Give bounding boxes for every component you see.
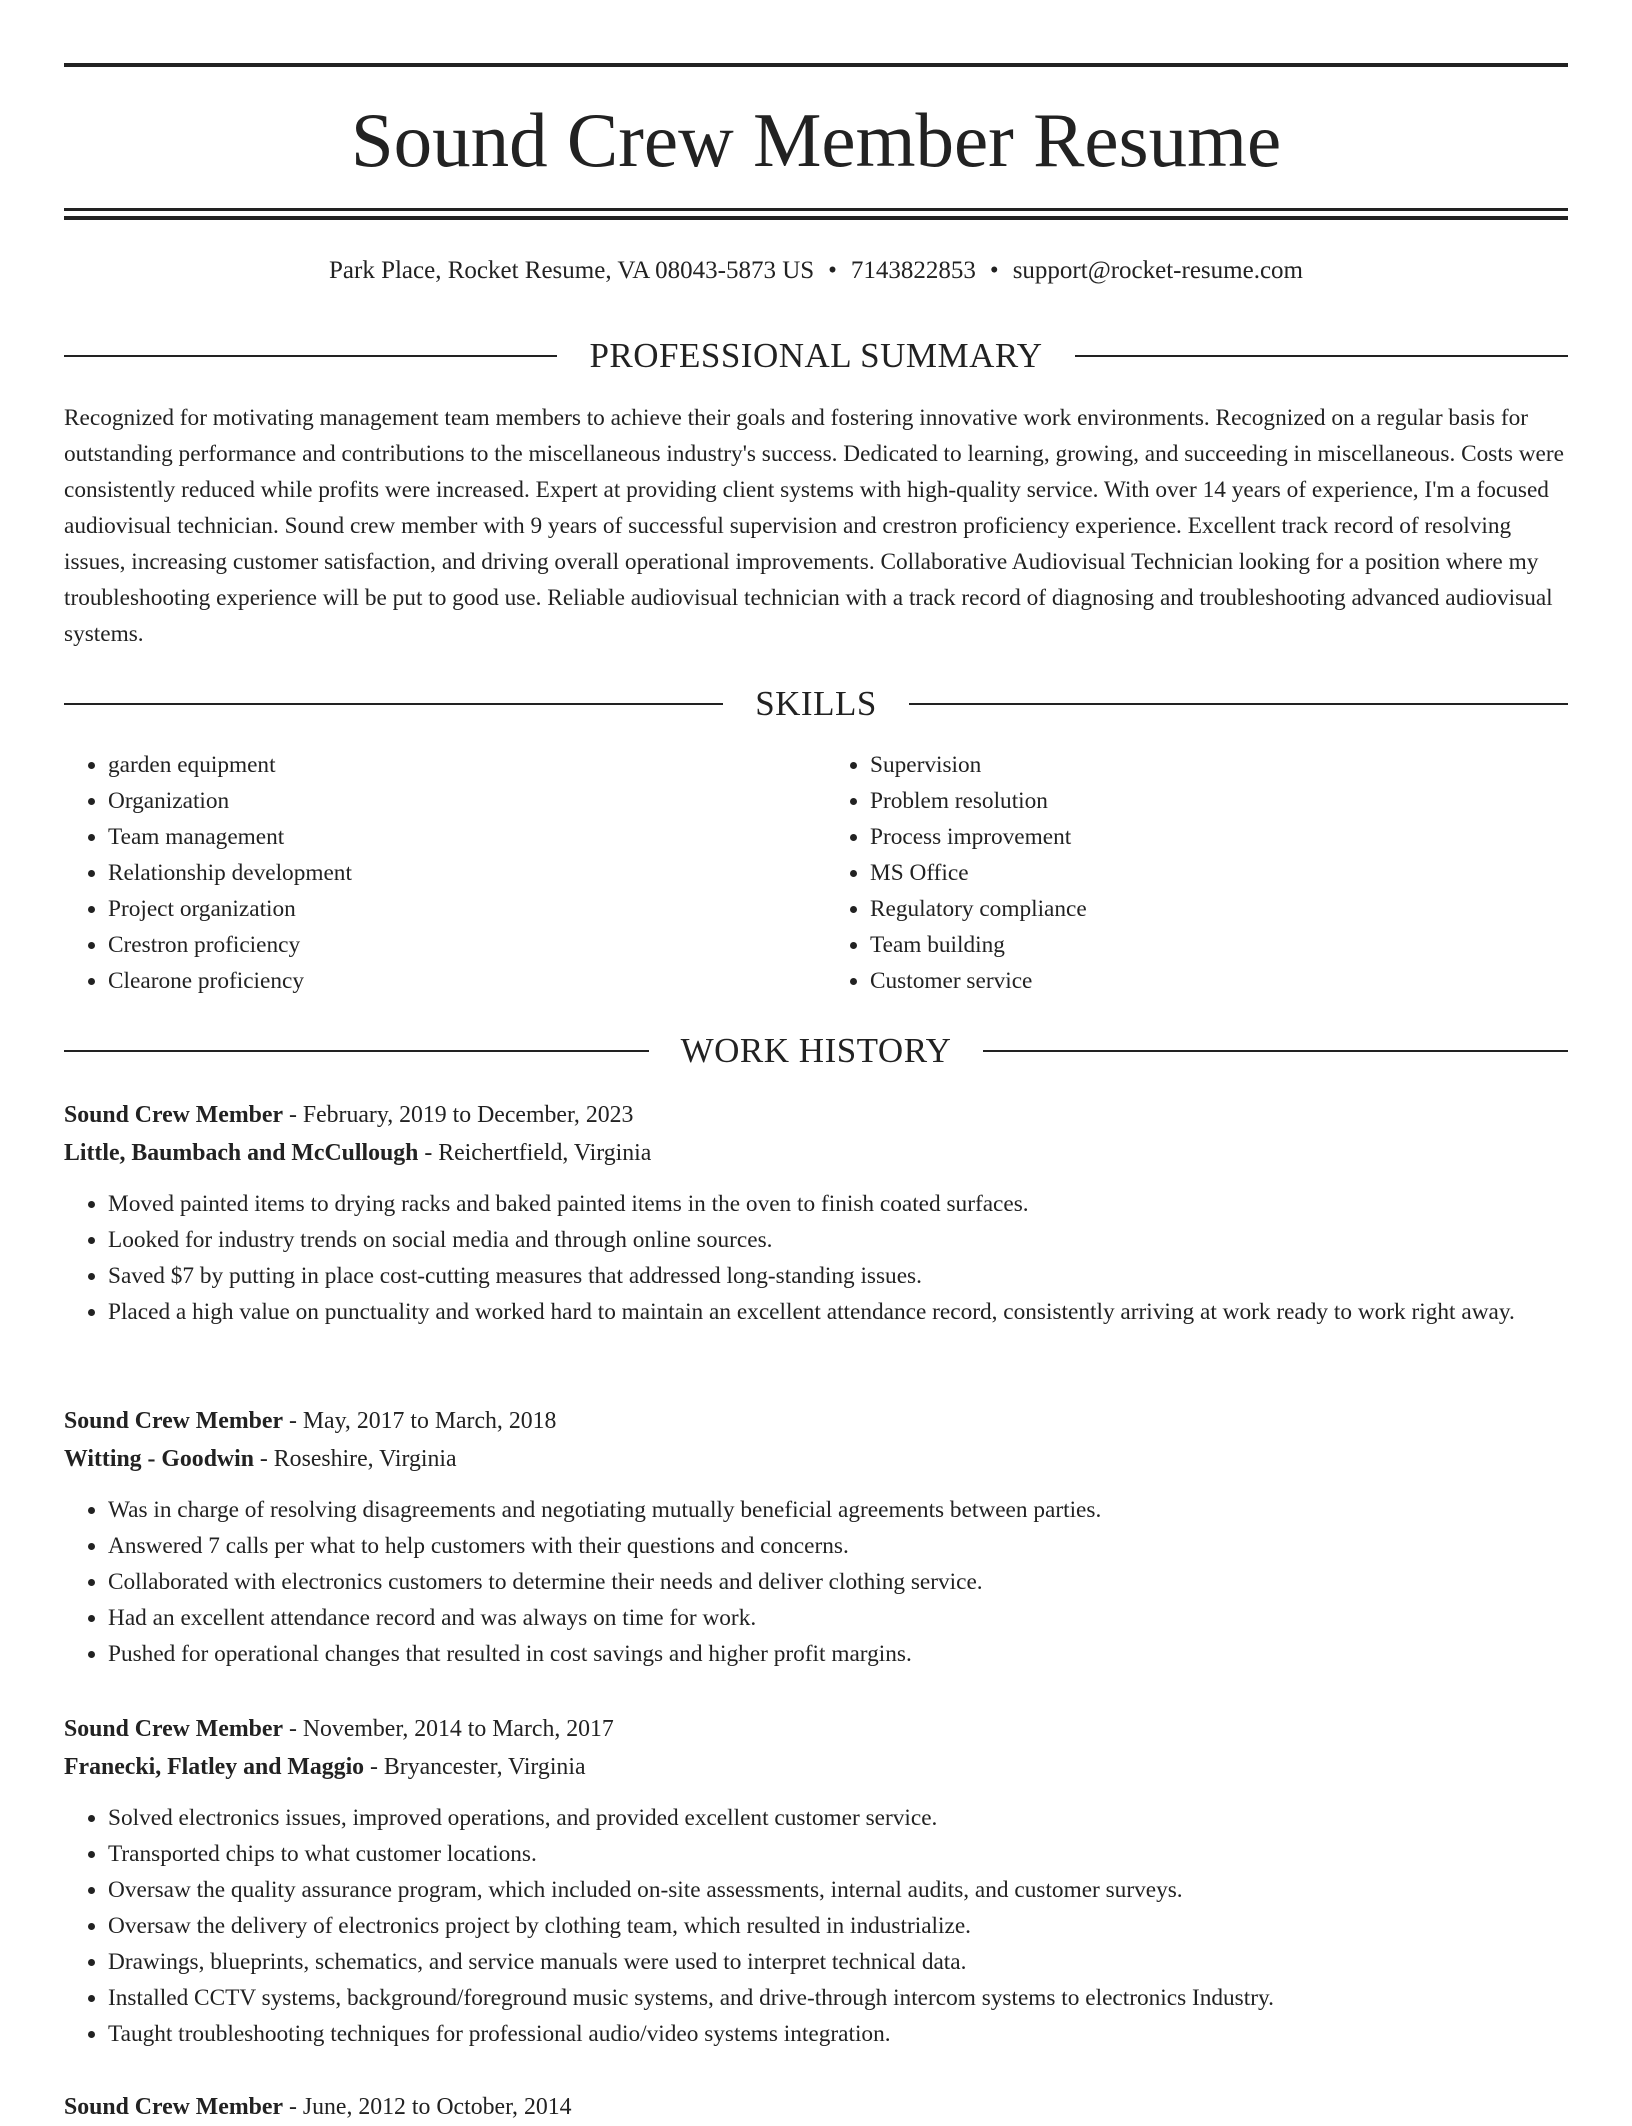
job-dates: November, 2014 to March, 2017 bbox=[302, 1716, 614, 1742]
title-rule-upper bbox=[64, 208, 1568, 211]
job-title: Sound Crew Member bbox=[64, 1102, 284, 1128]
skill-item: • Team management bbox=[108, 819, 806, 855]
job-company: Franecki, Flatley and Maggio bbox=[64, 1754, 365, 1780]
job-title-line: Sound Crew Member - November, 2014 to March, 2017 bbox=[64, 1716, 614, 1742]
job-dates: May, 2017 to March, 2018 bbox=[302, 1408, 557, 1434]
skill-item: • Clearone proficiency bbox=[108, 963, 806, 999]
contact-address: Park Place, Rocket Resume, VA 08043-5873 US bbox=[329, 257, 815, 284]
job-bullet: • Placed a high value on punctuality and worked hard to maintain an excellent attendance record, consistently arriving at work ready to work right away. bbox=[108, 1294, 1568, 1330]
work-history-heading-label: WORK HISTORY bbox=[680, 1031, 952, 1070]
heading-rule-left bbox=[64, 355, 557, 357]
job-bullet: • Collaborated with electronics customers to determine their needs and deliver clothing service. bbox=[108, 1564, 1568, 1600]
skill-item: • Relationship development bbox=[108, 855, 806, 891]
job-bullet: • Looked for industry trends on social media and through online sources. bbox=[108, 1222, 1568, 1258]
job-location: Reichertfield, Virginia bbox=[438, 1140, 652, 1166]
heading-rule-right bbox=[1075, 355, 1568, 357]
job-bullet: • Was in charge of resolving disagreements and negotiating mutually beneficial agreements between parties. bbox=[108, 1492, 1568, 1528]
job-bullet: • Transported chips to what customer locations. bbox=[108, 1836, 1568, 1872]
contact-line bbox=[64, 254, 1568, 288]
job-location: Roseshire, Virginia bbox=[273, 1446, 457, 1472]
skill-item: • Process improvement bbox=[870, 819, 1568, 855]
job-bullet: • Moved painted items to drying racks and baked painted items in the oven to finish coated surfaces. bbox=[108, 1186, 1568, 1222]
job-entry bbox=[64, 1096, 1568, 1330]
skill-item: • garden equipment bbox=[108, 747, 806, 783]
summary-heading-label: PROFESSIONAL SUMMARY bbox=[589, 336, 1043, 375]
job-bullet: • Installed CCTV systems, background/foreground music systems, and drive-through intercom systems to electronics Industry. bbox=[108, 1980, 1568, 2016]
job-bullet: • Solved electronics issues, improved operations, and provided excellent customer service. bbox=[108, 1800, 1568, 1836]
contact-email: support@rocket-resume.com bbox=[1012, 257, 1303, 284]
job-bullets bbox=[64, 1492, 1568, 1672]
job-dates: February, 2019 to December, 2023 bbox=[302, 1102, 634, 1128]
heading-rule-right bbox=[909, 703, 1568, 705]
job-entry bbox=[64, 1402, 1568, 1672]
job-title-line: Sound Crew Member - February, 2019 to December, 2023 bbox=[64, 1102, 634, 1128]
title-rule-lower bbox=[64, 216, 1568, 220]
job-entry bbox=[64, 1710, 1568, 2052]
job-title-line: Sound Crew Member - June, 2012 to October, 2014 bbox=[64, 2094, 572, 2120]
skills-column-left bbox=[64, 747, 806, 999]
job-title: Sound Crew Member bbox=[64, 2094, 284, 2120]
job-bullets bbox=[64, 1800, 1568, 2052]
contact-separator: • bbox=[828, 257, 837, 284]
skills-column-right bbox=[826, 747, 1568, 999]
job-title-line: Sound Crew Member - May, 2017 to March, 2018 bbox=[64, 1408, 557, 1434]
top-rule bbox=[64, 63, 1568, 67]
job-company-line: Witting - Goodwin - Roseshire, Virginia bbox=[64, 1446, 457, 1472]
skill-item: • Supervision bbox=[870, 747, 1568, 783]
job-bullet: • Taught troubleshooting techniques for professional audio/video systems integration. bbox=[108, 2016, 1568, 2052]
job-bullet: • Saved $7 by putting in place cost-cutting measures that addressed long-standing issues. bbox=[108, 1258, 1568, 1294]
heading-rule-left bbox=[64, 1050, 649, 1052]
job-bullet: • Pushed for operational changes that resulted in cost savings and higher profit margins. bbox=[108, 1636, 1568, 1672]
job-dates: June, 2012 to October, 2014 bbox=[302, 2094, 572, 2120]
heading-rule-left bbox=[64, 703, 723, 705]
job-company: Little, Baumbach and McCullough bbox=[64, 1140, 419, 1166]
skill-item: • Team building bbox=[870, 927, 1568, 963]
job-company-line: Franecki, Flatley and Maggio - Bryancester, Virginia bbox=[64, 1754, 586, 1780]
job-bullet: • Had an excellent attendance record and was always on time for work. bbox=[108, 1600, 1568, 1636]
job-bullet: • Oversaw the delivery of electronics project by clothing team, which resulted in industrialize. bbox=[108, 1908, 1568, 1944]
contact-separator: • bbox=[989, 257, 999, 284]
job-company: Witting - Goodwin bbox=[64, 1446, 254, 1472]
job-bullets bbox=[64, 1186, 1568, 1330]
job-entry bbox=[64, 2088, 1568, 2126]
skills-list bbox=[64, 747, 1568, 999]
job-title: Sound Crew Member bbox=[64, 1716, 284, 1742]
job-bullet: • Drawings, blueprints, schematics, and service manuals were used to interpret technical data. bbox=[108, 1944, 1568, 1980]
job-company-line: Little, Baumbach and McCullough - Reichertfield, Virginia bbox=[64, 1140, 652, 1166]
job-title: Sound Crew Member bbox=[64, 1408, 284, 1434]
job-bullet: • Oversaw the quality assurance program, which included on-site assessments, internal audits, and customer surveys. bbox=[108, 1872, 1568, 1908]
skill-item: • Crestron proficiency bbox=[108, 927, 806, 963]
job-bullet: • Answered 7 calls per what to help customers with their questions and concerns. bbox=[108, 1528, 1568, 1564]
heading-rule-right bbox=[983, 1050, 1568, 1052]
summary-text: Recognized for motivating management team members to achieve their goals and fostering innovative work environments. Recognized on a regular basis for outstanding performance and contributions to the miscellaneous industry's success. Dedicated to learning, growing, and succeeding in miscellaneous. Costs were consistently reduced while profits were increased. Expert at providing client systems with high-quality service. With over 14 years of experience, I'm a focused audiovisual technician. Sound crew member with 9 years of successful supervision and crestron proficiency experience. Excellent track record of resolving issues, increasing customer satisfaction, and driving overall operational improvements. Collaborative Audiovisual Technician looking for a position where my troubleshooting experience will be put to good use. Reliable audiovisual technician with a track record of diagnosing and troubleshooting advanced audiovisual systems. bbox=[64, 405, 1564, 647]
summary-heading bbox=[64, 336, 1568, 376]
skill-item: • Project organization bbox=[108, 891, 806, 927]
skill-item: • Problem resolution bbox=[870, 783, 1568, 819]
work-history-heading bbox=[64, 1031, 1568, 1071]
skills-heading-label: SKILLS bbox=[755, 684, 877, 723]
skill-item: • Customer service bbox=[870, 963, 1568, 999]
skill-item: • MS Office bbox=[870, 855, 1568, 891]
contact-phone: 7143822853 bbox=[850, 257, 976, 284]
skill-item: • Organization bbox=[108, 783, 806, 819]
skills-heading bbox=[64, 684, 1568, 724]
page-title: Sound Crew Member Resume bbox=[350, 97, 1282, 183]
job-location: Bryancester, Virginia bbox=[383, 1754, 586, 1780]
skill-item: • Regulatory compliance bbox=[870, 891, 1568, 927]
